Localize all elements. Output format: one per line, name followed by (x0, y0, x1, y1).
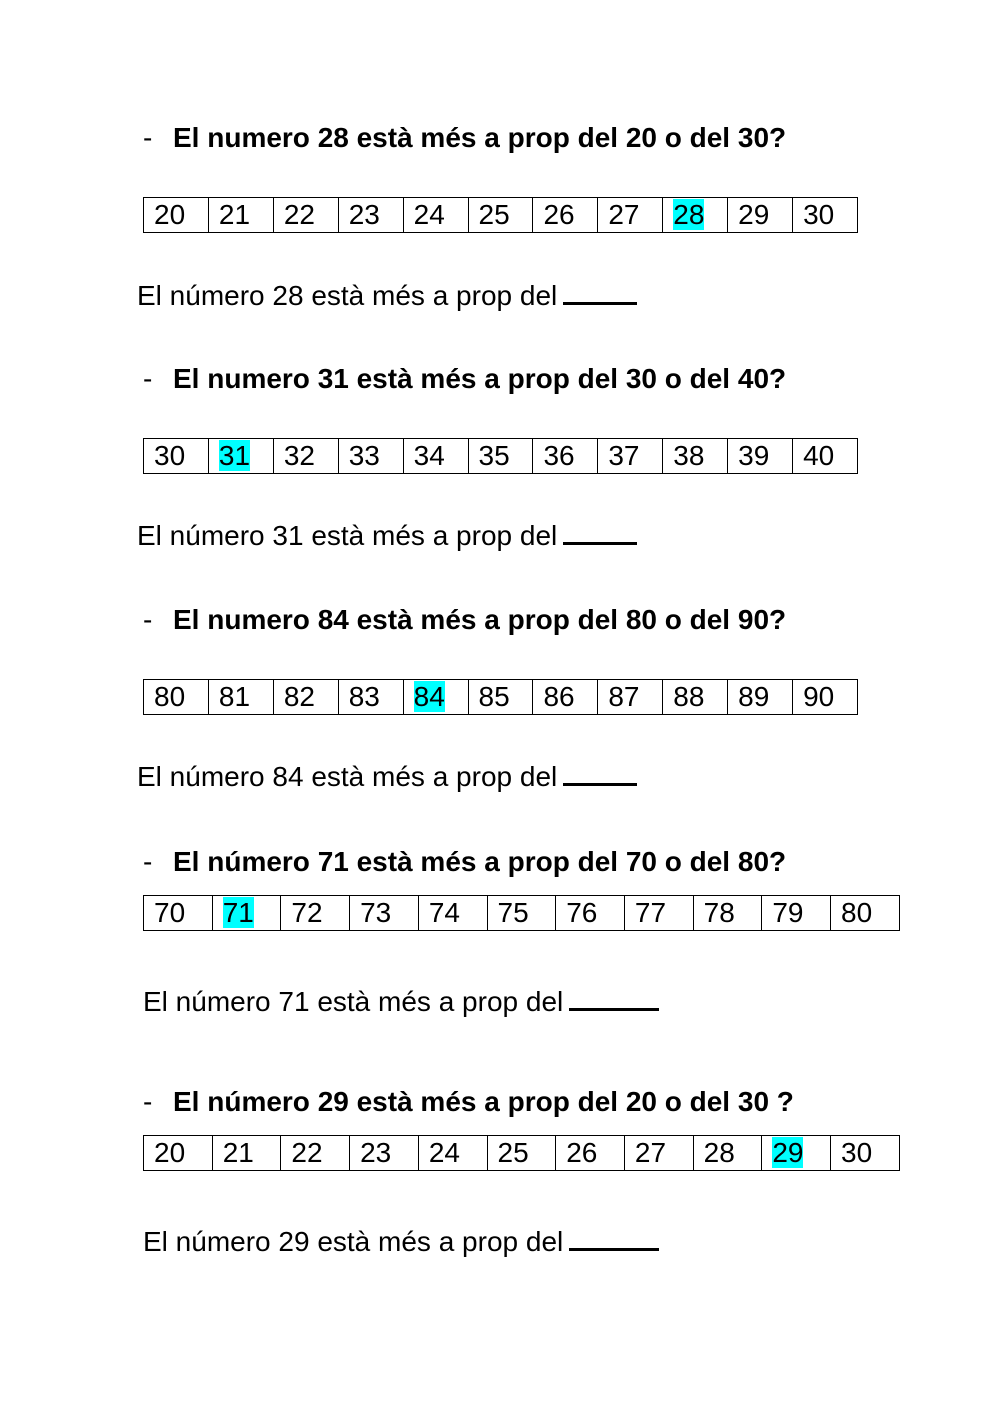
number-table-4 (143, 895, 900, 931)
number-cell (418, 896, 487, 931)
number-value: 30 (154, 440, 186, 471)
number-cell (762, 1136, 831, 1171)
number-value: 85 (478, 681, 510, 712)
answer-line-1 (137, 280, 637, 312)
number-row (144, 896, 900, 931)
question-2 (143, 363, 786, 395)
number-value: 27 (608, 199, 640, 230)
number-cell (487, 1136, 556, 1171)
number-cell (144, 1136, 213, 1171)
answer-line-4 (143, 986, 659, 1018)
number-cell (338, 439, 403, 474)
answer-line-2 (137, 520, 637, 552)
number-cell (728, 198, 793, 233)
number-value: 82 (283, 681, 315, 712)
bullet-dash: - (143, 122, 153, 153)
answer-line-5 (143, 1226, 659, 1258)
bullet-dash: - (143, 604, 153, 635)
number-value: 38 (673, 440, 705, 471)
number-row (144, 198, 858, 233)
number-cell (793, 680, 858, 715)
number-cell (144, 896, 213, 931)
number-cell (144, 680, 209, 715)
bullet-dash: - (143, 1086, 153, 1117)
number-cell (598, 198, 663, 233)
number-value: 20 (154, 1137, 186, 1168)
number-value: 74 (428, 897, 460, 928)
number-cell (403, 680, 468, 715)
number-value: 36 (543, 440, 575, 471)
number-cell (468, 439, 533, 474)
number-value: 39 (738, 440, 770, 471)
number-cell (350, 896, 419, 931)
number-cell (728, 680, 793, 715)
answer-prompt: El número 31 està més a prop del (137, 520, 558, 551)
number-cell (144, 198, 209, 233)
number-value: 79 (772, 897, 804, 928)
answer-prompt: El número 29 està més a prop del (143, 1226, 564, 1257)
number-cell (533, 680, 598, 715)
number-value: 78 (703, 897, 735, 928)
question-text: El numero 84 està més a prop del 80 o del 90? (173, 604, 787, 635)
number-value: 90 (803, 681, 835, 712)
number-cell (793, 439, 858, 474)
highlighted-number: 71 (222, 897, 254, 928)
number-cell (663, 198, 728, 233)
number-table-1 (143, 197, 858, 233)
answer-blank[interactable] (563, 522, 637, 545)
number-cell (663, 439, 728, 474)
number-value: 22 (283, 199, 315, 230)
number-value: 35 (478, 440, 510, 471)
number-value: 83 (348, 681, 380, 712)
number-table-5 (143, 1135, 900, 1171)
number-value: 40 (803, 440, 835, 471)
number-value: 25 (478, 199, 510, 230)
number-value: 73 (360, 897, 392, 928)
number-cell (208, 439, 273, 474)
number-value: 33 (348, 440, 380, 471)
answer-blank[interactable] (563, 282, 637, 305)
answer-blank[interactable] (569, 988, 659, 1011)
number-cell (468, 198, 533, 233)
number-value: 30 (803, 199, 835, 230)
number-cell (338, 680, 403, 715)
number-value: 21 (222, 1137, 254, 1168)
number-cell (793, 198, 858, 233)
number-cell (598, 680, 663, 715)
number-table-2 (143, 438, 858, 474)
number-value: 37 (608, 440, 640, 471)
number-value: 25 (497, 1137, 529, 1168)
number-value: 29 (738, 199, 770, 230)
number-cell (403, 198, 468, 233)
number-value: 80 (841, 897, 873, 928)
number-value: 76 (566, 897, 598, 928)
answer-prompt: El número 28 està més a prop del (137, 280, 558, 311)
number-value: 89 (738, 681, 770, 712)
highlighted-number: 29 (772, 1137, 804, 1168)
highlighted-number: 28 (673, 199, 705, 230)
question-text: El numero 28 està més a prop del 20 o del 30? (173, 122, 787, 153)
number-value: 30 (841, 1137, 873, 1168)
number-value: 21 (218, 199, 251, 230)
number-cell (624, 896, 693, 931)
answer-blank[interactable] (569, 1228, 659, 1251)
number-cell (208, 680, 273, 715)
number-cell (762, 896, 831, 931)
number-value: 72 (291, 897, 323, 928)
answer-blank[interactable] (563, 763, 637, 786)
number-value: 75 (497, 897, 529, 928)
number-cell (831, 1136, 900, 1171)
number-cell (273, 680, 338, 715)
number-row (144, 680, 858, 715)
number-cell (693, 896, 762, 931)
number-value: 28 (703, 1137, 735, 1168)
number-value: 87 (608, 681, 640, 712)
number-value: 20 (154, 199, 186, 230)
question-5 (143, 1086, 794, 1118)
number-cell (728, 439, 793, 474)
number-cell (533, 439, 598, 474)
question-text: El número 71 està més a prop del 70 o del 80? (173, 846, 787, 877)
number-value: 27 (634, 1137, 667, 1168)
question-text: El numero 31 està més a prop del 30 o del 40? (173, 363, 787, 394)
number-value: 23 (360, 1137, 392, 1168)
question-4 (143, 846, 786, 878)
number-cell (468, 680, 533, 715)
number-cell (273, 198, 338, 233)
number-value: 24 (413, 199, 445, 230)
number-value: 32 (283, 440, 315, 471)
number-value: 88 (673, 681, 705, 712)
question-3 (143, 604, 786, 636)
number-table-3 (143, 679, 858, 715)
question-text: El número 29 està més a prop del 20 o del 30 ? (173, 1086, 794, 1117)
number-cell (663, 680, 728, 715)
answer-prompt: El número 84 està més a prop del (137, 761, 558, 792)
number-cell (693, 1136, 762, 1171)
number-cell (598, 439, 663, 474)
number-value: 26 (543, 199, 575, 230)
number-value: 22 (291, 1137, 323, 1168)
number-value: 81 (218, 681, 251, 712)
number-cell (556, 896, 625, 931)
number-value: 23 (348, 199, 380, 230)
highlighted-number: 84 (413, 681, 445, 712)
highlighted-number: 31 (218, 440, 251, 471)
number-cell (281, 896, 350, 931)
bullet-dash: - (143, 363, 153, 394)
answer-line-3 (137, 761, 637, 793)
number-cell (212, 1136, 281, 1171)
number-value: 26 (566, 1137, 598, 1168)
number-cell (338, 198, 403, 233)
number-value: 77 (634, 897, 667, 928)
number-row (144, 439, 858, 474)
number-cell (831, 896, 900, 931)
number-value: 86 (543, 681, 575, 712)
number-cell (418, 1136, 487, 1171)
number-value: 34 (413, 440, 445, 471)
number-cell (624, 1136, 693, 1171)
number-value: 80 (154, 681, 186, 712)
number-cell (208, 198, 273, 233)
number-cell (144, 439, 209, 474)
number-value: 24 (428, 1137, 460, 1168)
number-cell (212, 896, 281, 931)
number-cell (556, 1136, 625, 1171)
question-1 (143, 122, 786, 154)
number-value: 70 (154, 897, 186, 928)
number-cell (281, 1136, 350, 1171)
bullet-dash: - (143, 846, 153, 877)
number-cell (487, 896, 556, 931)
answer-prompt: El número 71 està més a prop del (143, 986, 564, 1017)
number-cell (403, 439, 468, 474)
number-cell (350, 1136, 419, 1171)
number-cell (273, 439, 338, 474)
number-row (144, 1136, 900, 1171)
number-cell (533, 198, 598, 233)
